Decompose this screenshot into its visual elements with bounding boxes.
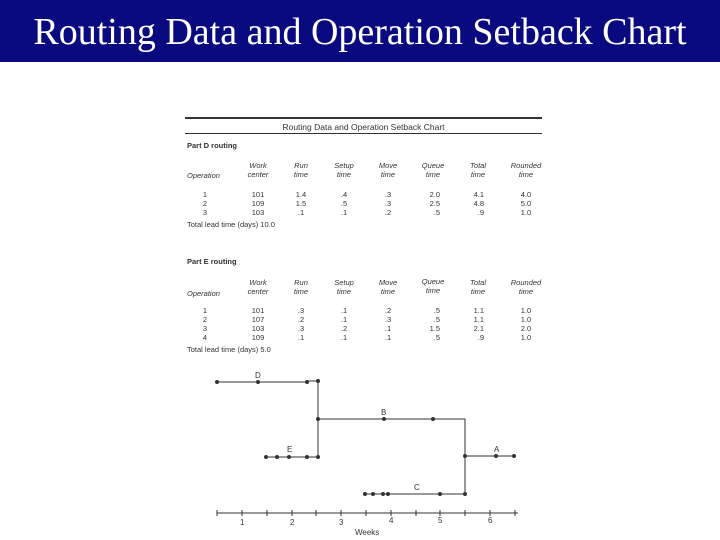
part-d-header-run-2: time [293, 170, 309, 179]
part-e-cell: .1 [384, 333, 392, 342]
part-d-cell: .9 [477, 208, 484, 217]
part-d-cell: 4.1 [473, 190, 484, 199]
node-dot [275, 455, 279, 459]
part-d-cell: 4.0 [520, 190, 532, 199]
part-d-header-run-1: Run [294, 161, 308, 170]
node-dot [316, 455, 320, 459]
part-e-cell: .1 [340, 333, 348, 342]
part-e-cell: 1.5 [429, 324, 440, 333]
part-e-cell: .1 [340, 315, 348, 324]
part-e-cell: 1.0 [520, 333, 532, 342]
axis-tick-label: 3 [339, 518, 344, 527]
part-e-cell: 107 [251, 315, 265, 324]
part-d-cell: 103 [251, 208, 265, 217]
part-d-label: Part D routing [187, 141, 237, 150]
part-d-header-total-2: time [470, 170, 486, 179]
part-e-total-lead-time: Total lead time (days) 5.0 [187, 345, 271, 354]
part-e-cell: 1.1 [473, 315, 484, 324]
part-d-header-move-2: time [380, 170, 396, 179]
node-dot [431, 417, 435, 421]
label-e: E [287, 445, 293, 454]
part-d-header-work-center-2: center [247, 170, 269, 179]
part-d-header-move-1: Move [378, 161, 398, 170]
part-d-cell: .2 [384, 208, 392, 217]
part-d-header-queue-2: time [425, 170, 441, 179]
axis-label-weeks: Weeks [355, 528, 380, 537]
node-dot [287, 455, 291, 459]
part-e-cell: .5 [433, 315, 440, 324]
part-e-header-work-center-1: Work [249, 278, 267, 287]
part-e-cell: 2.1 [473, 324, 484, 333]
part-e-cell: .1 [297, 333, 305, 342]
node-dot [371, 492, 375, 496]
part-d-cell: 5.0 [520, 199, 532, 208]
node-dot [363, 492, 367, 496]
part-e-cell: .5 [433, 333, 440, 342]
part-d-cell: 1 [202, 190, 208, 199]
slide-title: Routing Data and Operation Setback Chart [33, 11, 687, 53]
node-dot [386, 492, 390, 496]
part-e-cell: 1.0 [520, 315, 532, 324]
part-d-cell: .5 [340, 199, 348, 208]
part-d-cell: .3 [384, 190, 392, 199]
part-e-cell: .1 [340, 306, 348, 315]
part-d-cell: 109 [251, 199, 265, 208]
node-dot [463, 454, 467, 458]
part-e-cell: .2 [340, 324, 348, 333]
part-e-cell: 103 [251, 324, 265, 333]
part-d-cell: 101 [251, 190, 265, 199]
part-e-cell: 109 [251, 333, 265, 342]
part-e-cell: .3 [297, 306, 305, 315]
node-dot [264, 455, 268, 459]
node-dot [438, 492, 442, 496]
part-e-cell: .9 [477, 333, 484, 342]
part-e-cell: 101 [251, 306, 265, 315]
part-e-header-move-2: time [380, 287, 396, 296]
part-d-cell: 1.0 [520, 208, 532, 217]
node-dot [256, 380, 260, 384]
part-e-header-work-center-2: center [247, 287, 269, 296]
part-d-header-rounded-1: Rounded [510, 161, 542, 170]
part-d-cell: 1.5 [295, 199, 307, 208]
part-e-header-queue-2: time [425, 286, 441, 295]
node-dot [512, 454, 516, 458]
part-d-cell: .1 [340, 208, 348, 217]
part-e-cell: 1.1 [473, 306, 484, 315]
part-e-cell: .5 [433, 306, 440, 315]
part-e-header-setup-2: time [336, 287, 352, 296]
axis-tick-label: 4 [389, 516, 394, 525]
part-e-cell: 1 [202, 306, 208, 315]
node-dot [215, 380, 219, 384]
part-e-header-total-1: Total [470, 278, 486, 287]
path-d [217, 381, 514, 456]
label-b: B [381, 408, 387, 417]
part-d-total-lead-time: Total lead time (days) 10.0 [187, 220, 275, 229]
node-dot [381, 492, 385, 496]
part-d-header-total-1: Total [470, 161, 486, 170]
part-e-cell: 3 [202, 324, 208, 333]
part-e-cell: .3 [384, 315, 392, 324]
part-d-cell: 3 [202, 208, 208, 217]
part-e-cell: .3 [297, 324, 305, 333]
part-e-header-move-1: Move [378, 278, 398, 287]
part-d-cell: 1.4 [295, 190, 307, 199]
label-c: C [414, 483, 420, 492]
part-e-cell: 4 [202, 333, 208, 342]
part-d-header-queue-1: Queue [421, 161, 445, 170]
part-e-header-rounded-2: time [518, 287, 534, 296]
axis-tick-label: 1 [240, 518, 245, 527]
part-d-header-setup-2: time [336, 170, 352, 179]
part-e-cell: 2.0 [520, 324, 532, 333]
part-e-label: Part E routing [187, 257, 237, 266]
part-d-header-setup-1: Setup [334, 161, 354, 170]
part-d-cell: .5 [433, 208, 440, 217]
part-e-cell: .1 [384, 324, 392, 333]
part-d-header-operation: Operation [187, 171, 220, 180]
axis-tick-label: 5 [438, 516, 443, 525]
part-e-header-setup-1: Setup [334, 278, 354, 287]
part-e-header-operation: Operation [187, 289, 220, 298]
node-dot [305, 455, 309, 459]
part-e-header-queue-1: Queue [421, 277, 445, 286]
part-e-cell: .2 [384, 306, 392, 315]
axis-tick-label: 6 [488, 516, 493, 525]
label-d: D [255, 371, 261, 380]
node-dot [316, 417, 320, 421]
part-d-cell: 2 [202, 199, 208, 208]
part-d-cell: .4 [340, 190, 348, 199]
part-d-cell: .1 [297, 208, 305, 217]
part-e-header-run-1: Run [294, 278, 308, 287]
part-e-header-rounded-1: Rounded [510, 278, 542, 287]
part-e-header-total-2: time [470, 287, 486, 296]
part-d-header-rounded-2: time [518, 170, 534, 179]
node-dot [494, 454, 498, 458]
label-a: A [494, 445, 500, 454]
part-d-header-work-center-1: Work [249, 161, 267, 170]
part-e-cell: 1.0 [520, 306, 532, 315]
document-heading: Routing Data and Operation Setback Chart [282, 122, 445, 132]
axis-tick-label: 2 [290, 518, 295, 527]
node-dot [316, 379, 320, 383]
part-e-cell: .2 [297, 315, 305, 324]
part-d-cell: 2.0 [429, 190, 440, 199]
part-d-cell: 2.5 [429, 199, 440, 208]
part-d-cell: .3 [384, 199, 392, 208]
node-dot [463, 492, 467, 496]
part-e-cell: 2 [202, 315, 208, 324]
node-dot [305, 380, 309, 384]
part-d-cell: 4.8 [473, 199, 484, 208]
node-dot [382, 417, 386, 421]
part-e-header-run-2: time [293, 287, 309, 296]
